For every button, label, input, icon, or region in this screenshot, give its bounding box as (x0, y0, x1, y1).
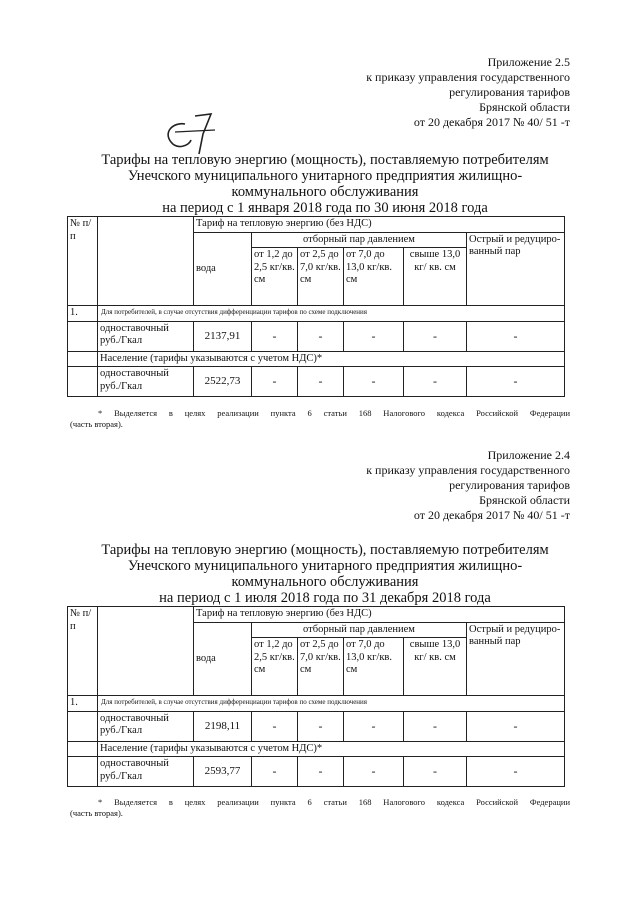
title-line: Унечского муниципального унитарного предприятия жилищно- (127, 168, 523, 184)
dash-cell: - (344, 321, 404, 351)
row-num: 1. (68, 306, 98, 322)
dash-cell: - (467, 321, 565, 351)
tariff-label: одноставочный руб./Гкал (98, 711, 194, 741)
tariff-label: одноставочный руб./Гкал (98, 757, 194, 787)
title-line: Тарифы на тепловую энергию (мощность), поставляемую потребителям (101, 152, 549, 168)
header-pressure-2: от 2,5 до 7,0 кг/кв. см (298, 248, 344, 306)
tariff-value: 2522,73 (194, 367, 252, 397)
header-steam: отборный пар давлением (252, 622, 467, 638)
dash-cell: - (467, 367, 565, 397)
handwritten-signature (155, 110, 245, 158)
dash-cell: - (298, 757, 344, 787)
title-line: на период с 1 января 2018 года по 30 июня 2018 года (162, 200, 488, 216)
dash-cell: - (467, 711, 565, 741)
appendix-line: Приложение 2.4 (487, 448, 570, 462)
row-consumer-group: Для потребителей, в случае отсутствия дифференциации тарифов по схеме подключения (98, 306, 565, 322)
dash-cell: - (467, 757, 565, 787)
row-consumer-group: Для потребителей, в случае отсутствия дифференциации тарифов по схеме подключения (98, 696, 565, 712)
appendix-header-2 (300, 448, 570, 523)
population-row: Население (тарифы указываются с учетом НДС)* (98, 351, 565, 367)
tariff-table-1 (67, 216, 565, 397)
header-num: № п/п (68, 607, 98, 696)
header-num: № п/п (68, 217, 98, 306)
dash-cell: - (298, 321, 344, 351)
header-pressure-4: свыше 13,0 кг/ кв. см (404, 638, 467, 696)
dash-cell: - (252, 711, 298, 741)
population-row: Население (тарифы указываются с учетом НДС)* (98, 741, 565, 757)
header-steam: отборный пар давлением (252, 232, 467, 248)
appendix-line: от 20 декабря 2017 № 40/ 51 -т (413, 115, 570, 129)
footnote-2 (70, 797, 570, 819)
tariff-label: одноставочный руб./Гкал (98, 321, 194, 351)
tariff-title-2 (70, 542, 580, 606)
footnote-line: * Выделяется в целях реализации пункта 6 статьи 168 Налогового кодекса Российской Федерации (98, 797, 570, 807)
appendix-line: к приказу управления государственного (366, 70, 570, 84)
footnote-line: (часть вторая). (70, 808, 123, 818)
header-sharp-steam: Острый и редуциро-ванный пар (467, 622, 565, 696)
title-line: Тарифы на тепловую энергию (мощность), поставляемую потребителям (101, 542, 549, 558)
appendix-line: Приложение 2.5 (487, 55, 570, 69)
header-water: вода (194, 622, 252, 696)
tariff-label: одноставочный руб./Гкал (98, 367, 194, 397)
dash-cell: - (344, 757, 404, 787)
dash-cell: - (344, 367, 404, 397)
appendix-line: к приказу управления государственного (366, 463, 570, 477)
title-line: коммунального обслуживания (231, 184, 419, 200)
dash-cell: - (404, 321, 467, 351)
header-water: вода (194, 232, 252, 306)
tariff-value: 2593,77 (194, 757, 252, 787)
appendix-line: Брянской области (479, 100, 570, 114)
appendix-line: от 20 декабря 2017 № 40/ 51 -т (413, 508, 570, 522)
appendix-line: регулирования тарифов (449, 478, 570, 492)
dash-cell: - (298, 711, 344, 741)
tariff-value: 2198,11 (194, 711, 252, 741)
footnote-line: (часть вторая). (70, 419, 123, 429)
header-pressure-3: от 7,0 до 13,0 кг/кв. см (344, 638, 404, 696)
tariff-value: 2137,91 (194, 321, 252, 351)
footnote-1 (70, 408, 570, 430)
appendix-line: регулирования тарифов (449, 85, 570, 99)
dash-cell: - (298, 367, 344, 397)
appendix-header-1 (300, 55, 570, 130)
header-pressure-4: свыше 13,0 кг/ кв. см (404, 248, 467, 306)
appendix-line: Брянской области (479, 493, 570, 507)
header-pressure-1: от 1,2 до 2,5 кг/кв. см (252, 248, 298, 306)
title-line: Унечского муниципального унитарного предприятия жилищно- (127, 558, 523, 574)
header-tariff: Тариф на тепловую энергию (без НДС) (194, 607, 565, 623)
header-tariff: Тариф на тепловую энергию (без НДС) (194, 217, 565, 233)
row-num: 1. (68, 696, 98, 712)
footnote-line: * Выделяется в целях реализации пункта 6 статьи 168 Налогового кодекса Российской Федерации (98, 408, 570, 418)
title-line: коммунального обслуживания (231, 574, 419, 590)
dash-cell: - (404, 757, 467, 787)
dash-cell: - (404, 711, 467, 741)
dash-cell: - (252, 321, 298, 351)
title-line: на период с 1 июля 2018 года по 31 декабря 2018 года (159, 590, 491, 606)
dash-cell: - (404, 367, 467, 397)
tariff-table-2 (67, 606, 565, 787)
dash-cell: - (252, 367, 298, 397)
header-pressure-3: от 7,0 до 13,0 кг/кв. см (344, 248, 404, 306)
tariff-title-1 (70, 152, 580, 216)
dash-cell: - (252, 757, 298, 787)
header-pressure-1: от 1,2 до 2,5 кг/кв. см (252, 638, 298, 696)
header-pressure-2: от 2,5 до 7,0 кг/кв. см (298, 638, 344, 696)
header-sharp-steam: Острый и редуциро-ванный пар (467, 232, 565, 306)
dash-cell: - (344, 711, 404, 741)
